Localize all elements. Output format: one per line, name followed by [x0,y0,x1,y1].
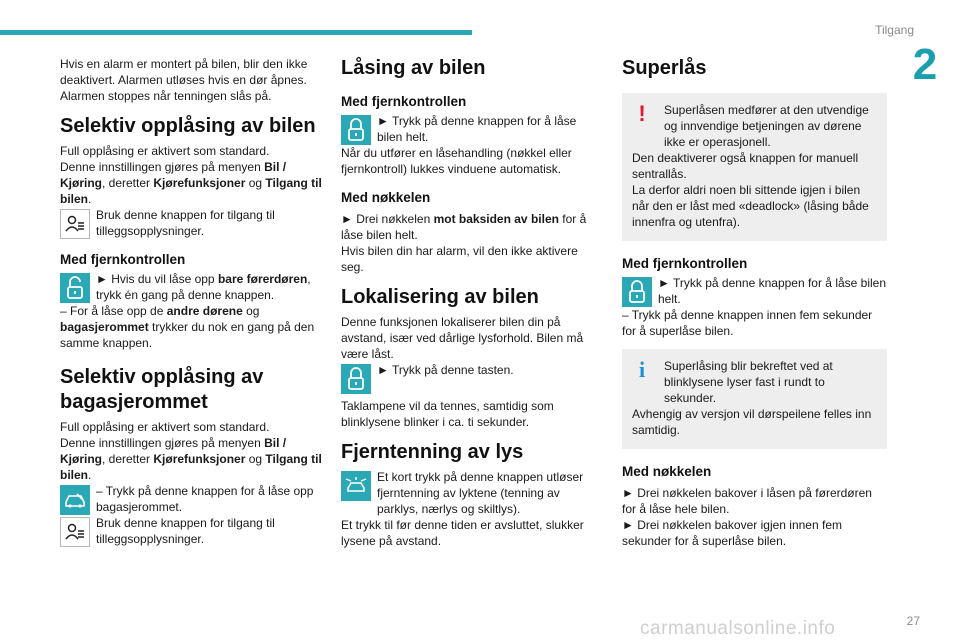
paragraph: Denne innstillingen gjøres på menyen Bil / Kjøring, deretter Kjørefunksjoner og Tilgang til bilen. [60,436,322,482]
paragraph: ► Hvis du vil låse opp bare førerdøren, trykk én gang på denne knappen. [96,272,311,302]
lock-button-row [622,275,887,307]
locate-button-row [341,362,591,394]
paragraph: Denne funksjonen lokaliserer bilen din på avstand, især ved dårlige lysforhold. Bilen må være låst. [341,315,584,361]
lock-padlock-icon [341,364,371,394]
trunk-open-icon [60,485,90,515]
heading-superlock: Superlås [622,57,707,79]
heading-selective-unlocking: Selektiv opplåsing av bilen [60,115,316,137]
paragraph: Avhengig av versjon vil dørspeilene felles inn samtidig. [632,407,872,437]
column-1 [60,56,322,547]
unlock-button-row [60,271,322,303]
info-button-row [60,515,322,547]
paragraph: Når du utfører en låsehandling (nøkkel eller fjernkontroll) lukkes vinduene automatisk. [341,146,572,176]
heading-remote-lighting: Fjerntenning av lys [341,441,524,463]
heading-locking: Låsing av bilen [341,57,486,79]
paragraph: ► Trykk på denne knappen for å låse bilen helt. [377,114,577,144]
paragraph: – For å låse opp de andre dørene og bagasjerommet trykker du nok en gang på den samme knappen. [60,304,315,350]
heading-with-remote: Med fjernkontrollen [60,252,186,267]
unlock-padlock-icon [60,273,90,303]
heading-with-key: Med nøkkelen [341,190,431,205]
paragraph: Den deaktiverer også knappen for manuell sentrallås. [632,151,859,181]
paragraph: ► Drei nøkkelen bakover igjen innen fem sekunder for å superlåse bilen. [622,518,842,548]
paragraph: Bruk denne knappen for tilgang til tilleggsopplysninger. [96,208,275,238]
paragraph: – Trykk på denne knappen innen fem sekunder for å superlåse bilen. [622,308,873,338]
paragraph: Superlåsen medfører at den utvendige og innvendige betjeningen av dørene ikke er operasjonell. [664,103,869,149]
paragraph: Taklampene vil da tennes, samtidig som blinklysene blinker i ca. ti sekunder. [341,399,554,429]
column-3 [622,56,887,549]
info-person-icon [60,209,90,239]
heading-locate-vehicle: Lokalisering av bilen [341,286,539,308]
info-person-icon [60,517,90,547]
paragraph: Et kort trykk på denne knappen utløser fjerntenning av lyktene (tenning av parklys, nærlys og skiltlys). [377,470,584,516]
paragraph: Bruk denne knappen for tilgang til tilleggsopplysninger. [96,516,275,546]
paragraph: La derfor aldri noen bli sittende igjen i bilen når den er låst med «deadlock» (låsing både innenfra og utenfra). [632,183,869,229]
heading-with-remote: Med fjernkontrollen [622,256,748,271]
column-2 [341,56,591,549]
trunk-button-row [60,483,322,515]
paragraph: Full opplåsing er aktivert som standard. [60,420,270,434]
alarm-paragraph: Hvis en alarm er montert på bilen, blir den ikke deaktivert. Alarmen utløses hvis en dør åpnes. Alarmen stoppes når tenningen slås på. [60,57,308,103]
lights-button-row [341,469,591,517]
headlamp-icon [341,471,371,501]
chapter-number: 2 [912,40,938,89]
heading-selective-trunk: Selektiv opplåsing av bagasjerommet [60,366,264,413]
info-box [622,349,887,449]
paragraph: Hvis bilen din har alarm, vil den ikke aktivere seg. [341,244,578,274]
paragraph: ► Drei nøkkelen mot baksiden av bilen for å låse bilen helt. [341,212,587,242]
heading-with-remote: Med fjernkontrollen [341,94,467,109]
section-title: Tilgang [875,23,914,37]
paragraph: Full opplåsing er aktivert som standard. [60,144,270,158]
watermark: carmanualsonline.info [640,618,836,639]
paragraph: Denne innstillingen gjøres på menyen Bil / Kjøring, deretter Kjørefunksjoner og Tilgang til bilen. [60,160,322,206]
paragraph: ► Trykk på denne tasten. [377,363,514,377]
header-accent-bar [0,30,472,35]
paragraph: – Trykk på denne knappen for å låse opp bagasjerommet. [96,484,314,514]
lock-button-row [341,113,591,145]
info-i-icon: i [638,357,646,382]
warning-exclamation-icon: ! [638,101,646,126]
lock-padlock-icon [341,115,371,145]
heading-with-key: Med nøkkelen [622,464,712,479]
info-button-row [60,207,322,239]
paragraph: ► Drei nøkkelen bakover i låsen på førerdøren for å låse hele bilen. [622,486,872,516]
page-number: 27 [906,614,920,628]
warning-box [622,93,887,241]
paragraph: Et trykk til før denne tiden er avsluttet, slukker lysene på avstand. [341,518,584,548]
paragraph: ► Trykk på denne knappen for å låse bilen helt. [658,276,887,306]
paragraph: Superlåsing blir bekreftet ved at blinklysene lyser fast i rundt to sekunder. [664,359,833,405]
lock-padlock-icon [622,277,652,307]
